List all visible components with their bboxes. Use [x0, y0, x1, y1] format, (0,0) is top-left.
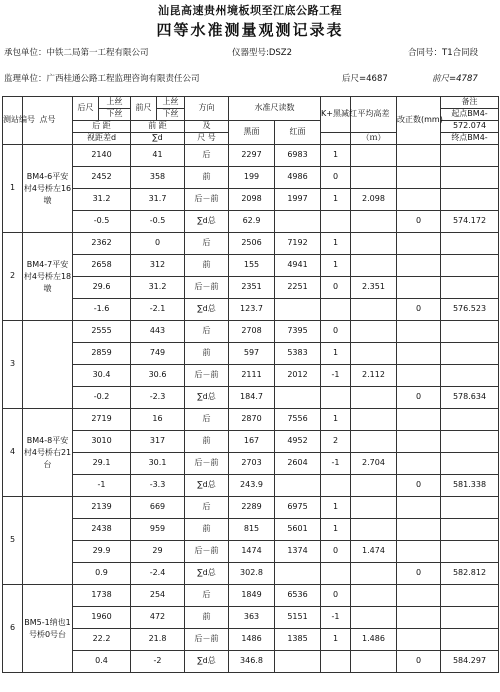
- front-value: 317: [131, 431, 185, 453]
- black-reading: 2351: [229, 277, 275, 299]
- supervisor-label: 监理单位：广西桂通公路工程监理咨询有限责任公司: [4, 74, 200, 84]
- back-value: 2362: [73, 233, 131, 255]
- table-row: [3, 497, 499, 519]
- direction: ∑d总: [185, 387, 229, 409]
- elevation-value: 581.338: [441, 475, 499, 497]
- back-value: 3010: [73, 431, 131, 453]
- front-value: 959: [131, 519, 185, 541]
- front-value: -2.3: [131, 387, 185, 409]
- elevation-value: [441, 365, 499, 387]
- back-value: 2719: [73, 409, 131, 431]
- red-reading: 4941: [275, 255, 321, 277]
- correction-value: [397, 409, 441, 431]
- point-header: 点号: [23, 97, 73, 145]
- elevation-value: 576.523: [441, 299, 499, 321]
- front-value: 254: [131, 585, 185, 607]
- correction-value: [397, 233, 441, 255]
- avg-diff: [351, 475, 397, 497]
- table-row: [3, 387, 499, 409]
- table-row: [3, 629, 499, 651]
- k-diff: [321, 475, 351, 497]
- red-reading: 5383: [275, 343, 321, 365]
- avg-diff: [351, 387, 397, 409]
- avg-diff: [351, 651, 397, 673]
- station-number: 4: [3, 409, 23, 497]
- station-number: 1: [3, 145, 23, 233]
- k-red-continuation: [321, 133, 351, 145]
- table-row: [3, 145, 499, 167]
- station-header: 测站编号: [3, 97, 23, 145]
- elevation-value: [441, 453, 499, 475]
- direction: 前: [185, 255, 229, 277]
- elevation-value: [441, 541, 499, 563]
- black-reading: 155: [229, 255, 275, 277]
- correction-value: 0: [397, 211, 441, 233]
- front-value: 41: [131, 145, 185, 167]
- avg-diff: 2.112: [351, 365, 397, 387]
- point-name: [23, 321, 73, 409]
- back-value: 2438: [73, 519, 131, 541]
- avg-diff: [351, 233, 397, 255]
- table-row: [3, 409, 499, 431]
- black-reading: 2111: [229, 365, 275, 387]
- black-reading: 346.8: [229, 651, 275, 673]
- black-reading: 2289: [229, 497, 275, 519]
- avg-diff-unit: （ｍ）: [351, 133, 397, 145]
- back-value: 30.4: [73, 365, 131, 387]
- avg-diff: [351, 343, 397, 365]
- black-reading: 123.7: [229, 299, 275, 321]
- k-diff: 1: [321, 629, 351, 651]
- k-diff: 0: [321, 277, 351, 299]
- front-value: -2: [131, 651, 185, 673]
- k-diff: 0: [321, 321, 351, 343]
- elevation-value: [441, 497, 499, 519]
- back-value: 29.1: [73, 453, 131, 475]
- back-value: 0.4: [73, 651, 131, 673]
- red-reading: 2604: [275, 453, 321, 475]
- k-diff: 1: [321, 343, 351, 365]
- front-rod-label: 前尺=4787: [432, 74, 478, 84]
- red-reading: 2012: [275, 365, 321, 387]
- front-lower-wire-header: 下丝: [157, 109, 185, 121]
- correction-value: [397, 343, 441, 365]
- front-value: 29: [131, 541, 185, 563]
- red-reading: 6975: [275, 497, 321, 519]
- avg-diff: [351, 211, 397, 233]
- front-value: 312: [131, 255, 185, 277]
- station-number: 2: [3, 233, 23, 321]
- back-upper-wire-header: 上丝: [99, 97, 131, 109]
- correction-value: [397, 365, 441, 387]
- elevation-value: [441, 519, 499, 541]
- correction-value: [397, 167, 441, 189]
- table-row: [3, 585, 499, 607]
- k-diff: 1: [321, 233, 351, 255]
- front-value: 443: [131, 321, 185, 343]
- table-row: [3, 277, 499, 299]
- avg-diff: 1.474: [351, 541, 397, 563]
- red-reading: 1385: [275, 629, 321, 651]
- form-title: 四等水准测量观测记录表: [156, 21, 344, 39]
- avg-diff: [351, 431, 397, 453]
- black-reading: 2708: [229, 321, 275, 343]
- black-header: 黑面: [229, 121, 275, 145]
- direction: ∑d总: [185, 211, 229, 233]
- table-row: [3, 211, 499, 233]
- back-value: 0.9: [73, 563, 131, 585]
- black-reading: 302.8: [229, 563, 275, 585]
- black-reading: 2297: [229, 145, 275, 167]
- correction-value: [397, 321, 441, 343]
- project-title: 汕昆高速贵州境板坝至江底公路工程: [158, 4, 342, 17]
- avg-diff: [351, 585, 397, 607]
- station-number: 6: [3, 585, 23, 673]
- red-reading: 6983: [275, 145, 321, 167]
- front-distance-header: 前 距: [131, 121, 185, 133]
- table-row: [3, 541, 499, 563]
- black-reading: 1486: [229, 629, 275, 651]
- red-reading: [275, 475, 321, 497]
- k-diff: [321, 299, 351, 321]
- elevation-value: [441, 277, 499, 299]
- correction-value: 0: [397, 475, 441, 497]
- black-reading: 243.9: [229, 475, 275, 497]
- rod-no-header: 尺 号: [185, 133, 229, 145]
- black-reading: 184.7: [229, 387, 275, 409]
- contractor-label: 承包单位：中铁二局第一工程有限公司: [4, 48, 149, 58]
- red-reading: [275, 387, 321, 409]
- back-value: 22.2: [73, 629, 131, 651]
- k-diff: 2: [321, 431, 351, 453]
- point-name: BM4-8平安村4号桥右21台: [23, 409, 73, 497]
- point-name: BM4-6平安村4号桥左16墩: [23, 145, 73, 233]
- red-reading: 1997: [275, 189, 321, 211]
- back-value: -1: [73, 475, 131, 497]
- point-name: [23, 497, 73, 585]
- correction-value: 0: [397, 651, 441, 673]
- direction: ∑d总: [185, 299, 229, 321]
- correction-value: [397, 431, 441, 453]
- leveling-record-table: [2, 96, 499, 673]
- direction: 前: [185, 519, 229, 541]
- elevation-value: [441, 585, 499, 607]
- k-diff: 1: [321, 145, 351, 167]
- sight-diff-header: 视距差d: [73, 133, 131, 145]
- correction-value: [397, 585, 441, 607]
- front-value: 358: [131, 167, 185, 189]
- table-row: [3, 299, 499, 321]
- start-value: 572.074: [441, 121, 499, 133]
- front-value: 30.1: [131, 453, 185, 475]
- back-value: 1738: [73, 585, 131, 607]
- correction-value: [397, 607, 441, 629]
- back-value: -0.2: [73, 387, 131, 409]
- correction-value: [397, 453, 441, 475]
- correction-value: [397, 145, 441, 167]
- avg-diff: [351, 299, 397, 321]
- avg-diff: [351, 321, 397, 343]
- direction: ∑d总: [185, 563, 229, 585]
- red-reading: 4952: [275, 431, 321, 453]
- correction-value: [397, 497, 441, 519]
- front-value: 31.7: [131, 189, 185, 211]
- table-row: [3, 651, 499, 673]
- avg-diff: [351, 497, 397, 519]
- back-rod-header: 后尺: [73, 97, 99, 121]
- k-diff: 1: [321, 189, 351, 211]
- direction: 前: [185, 167, 229, 189]
- black-reading: 199: [229, 167, 275, 189]
- red-reading: [275, 211, 321, 233]
- level-reading-header: 水准尺读数: [229, 97, 321, 121]
- k-diff: 0: [321, 541, 351, 563]
- elevation-value: [441, 343, 499, 365]
- elevation-value: [441, 431, 499, 453]
- table-row: [3, 563, 499, 585]
- table-row: [3, 475, 499, 497]
- back-value: 29.9: [73, 541, 131, 563]
- back-value: 29.6: [73, 277, 131, 299]
- back-distance-header: 后 距: [73, 121, 131, 133]
- table-row: [3, 321, 499, 343]
- front-upper-wire-header: 上丝: [157, 97, 185, 109]
- elevation-value: [441, 607, 499, 629]
- table-row: [3, 365, 499, 387]
- correction-value: [397, 541, 441, 563]
- elevation-value: [441, 145, 499, 167]
- red-reading: 1374: [275, 541, 321, 563]
- front-value: 30.6: [131, 365, 185, 387]
- direction: 后: [185, 585, 229, 607]
- correction-value: 0: [397, 387, 441, 409]
- correction-value: 0: [397, 299, 441, 321]
- correction-value: [397, 277, 441, 299]
- table-row: [3, 453, 499, 475]
- front-value: 749: [131, 343, 185, 365]
- elevation-value: 574.172: [441, 211, 499, 233]
- back-value: 31.2: [73, 189, 131, 211]
- elevation-value: [441, 255, 499, 277]
- red-reading: 7556: [275, 409, 321, 431]
- red-reading: 7192: [275, 233, 321, 255]
- black-reading: 62.9: [229, 211, 275, 233]
- elevation-value: 584.297: [441, 651, 499, 673]
- direction: 后: [185, 145, 229, 167]
- direction: ∑d总: [185, 651, 229, 673]
- elevation-value: 582.812: [441, 563, 499, 585]
- station-number: 3: [3, 321, 23, 409]
- direction: 前: [185, 431, 229, 453]
- direction: 后－前: [185, 365, 229, 387]
- start-point-label: 起点BM4-: [441, 109, 499, 121]
- red-reading: [275, 651, 321, 673]
- back-value: 2140: [73, 145, 131, 167]
- table-row: [3, 189, 499, 211]
- table-row: [3, 519, 499, 541]
- contract-label: 合同号：T1合同段: [408, 48, 479, 58]
- correction-value: [397, 629, 441, 651]
- front-value: 31.2: [131, 277, 185, 299]
- k-diff: [321, 563, 351, 585]
- elevation-value: [441, 189, 499, 211]
- black-reading: 2506: [229, 233, 275, 255]
- avg-diff: [351, 409, 397, 431]
- k-diff: -1: [321, 365, 351, 387]
- direction: 后－前: [185, 189, 229, 211]
- k-diff: 1: [321, 409, 351, 431]
- and-header: 及: [185, 121, 229, 133]
- correction-header: 改正数(mm): [397, 97, 441, 145]
- red-reading: 5151: [275, 607, 321, 629]
- front-value: 0: [131, 233, 185, 255]
- table-row: [3, 431, 499, 453]
- back-value: 2139: [73, 497, 131, 519]
- red-reading: 4986: [275, 167, 321, 189]
- correction-value: 0: [397, 563, 441, 585]
- table-row: [3, 255, 499, 277]
- back-value: 2658: [73, 255, 131, 277]
- red-reading: 2251: [275, 277, 321, 299]
- table-row: [3, 233, 499, 255]
- front-value: -3.3: [131, 475, 185, 497]
- front-value: -0.5: [131, 211, 185, 233]
- k-diff: [321, 651, 351, 673]
- table-row: [3, 343, 499, 365]
- red-reading: 5601: [275, 519, 321, 541]
- back-value: 2859: [73, 343, 131, 365]
- k-diff: -1: [321, 453, 351, 475]
- red-reading: [275, 563, 321, 585]
- k-black-red-header: K+黑减红: [321, 97, 351, 133]
- front-value: -2.1: [131, 299, 185, 321]
- front-value: 472: [131, 607, 185, 629]
- red-reading: 6536: [275, 585, 321, 607]
- black-reading: 597: [229, 343, 275, 365]
- direction: 后: [185, 497, 229, 519]
- direction: 前: [185, 343, 229, 365]
- direction: 后: [185, 321, 229, 343]
- remark-header: 备注: [441, 97, 499, 109]
- avg-diff: [351, 563, 397, 585]
- front-value: 21.8: [131, 629, 185, 651]
- direction: 后－前: [185, 629, 229, 651]
- back-value: -0.5: [73, 211, 131, 233]
- avg-diff: [351, 145, 397, 167]
- red-reading: [275, 299, 321, 321]
- elevation-value: [441, 167, 499, 189]
- elevation-value: [441, 629, 499, 651]
- black-reading: 167: [229, 431, 275, 453]
- point-name: BM4-7平安村4号桥左18墩: [23, 233, 73, 321]
- correction-value: [397, 519, 441, 541]
- avg-diff: 2.704: [351, 453, 397, 475]
- table-row: [3, 607, 499, 629]
- sum-d-header: ∑d: [131, 133, 185, 145]
- direction: 前: [185, 607, 229, 629]
- black-reading: 2098: [229, 189, 275, 211]
- k-diff: 0: [321, 585, 351, 607]
- point-name: BM5-1纳也1号桥0号台: [23, 585, 73, 673]
- direction: 后: [185, 233, 229, 255]
- red-reading: 7395: [275, 321, 321, 343]
- elevation-value: [441, 409, 499, 431]
- station-number: 5: [3, 497, 23, 585]
- elevation-value: 578.634: [441, 387, 499, 409]
- k-diff: 1: [321, 255, 351, 277]
- k-diff: [321, 387, 351, 409]
- table-row: [3, 167, 499, 189]
- black-reading: 1474: [229, 541, 275, 563]
- back-value: 2555: [73, 321, 131, 343]
- back-value: -1.6: [73, 299, 131, 321]
- elevation-value: [441, 321, 499, 343]
- direction: 后－前: [185, 277, 229, 299]
- black-reading: 2703: [229, 453, 275, 475]
- direction: ∑d总: [185, 475, 229, 497]
- k-diff: 0: [321, 167, 351, 189]
- front-value: -2.4: [131, 563, 185, 585]
- avg-diff: [351, 519, 397, 541]
- red-header: 红面: [275, 121, 321, 145]
- correction-value: [397, 189, 441, 211]
- front-rod-header: 前尺: [131, 97, 157, 121]
- k-diff: 1: [321, 497, 351, 519]
- end-point-label: 终点BM4-: [441, 133, 499, 145]
- front-value: 16: [131, 409, 185, 431]
- k-diff: [321, 211, 351, 233]
- back-value: 2452: [73, 167, 131, 189]
- elevation-value: [441, 233, 499, 255]
- back-rod-label: 后尺=4687: [342, 74, 388, 84]
- avg-diff: [351, 167, 397, 189]
- avg-diff: [351, 607, 397, 629]
- front-value: 669: [131, 497, 185, 519]
- back-lower-wire-header: 下丝: [99, 109, 131, 121]
- avg-diff: 2.098: [351, 189, 397, 211]
- avg-diff-header: 平均高差: [351, 97, 397, 133]
- instrument-label: 仪器型号:DSZ2: [232, 48, 293, 58]
- black-reading: 1849: [229, 585, 275, 607]
- avg-diff: [351, 255, 397, 277]
- direction: 后－前: [185, 541, 229, 563]
- black-reading: 363: [229, 607, 275, 629]
- k-diff: 1: [321, 519, 351, 541]
- back-value: 1960: [73, 607, 131, 629]
- direction: 后: [185, 409, 229, 431]
- direction-header: 方向: [185, 97, 229, 121]
- correction-value: [397, 255, 441, 277]
- avg-diff: 2.351: [351, 277, 397, 299]
- black-reading: 2870: [229, 409, 275, 431]
- direction: 后－前: [185, 453, 229, 475]
- avg-diff: 1.486: [351, 629, 397, 651]
- k-diff: -1: [321, 607, 351, 629]
- black-reading: 815: [229, 519, 275, 541]
